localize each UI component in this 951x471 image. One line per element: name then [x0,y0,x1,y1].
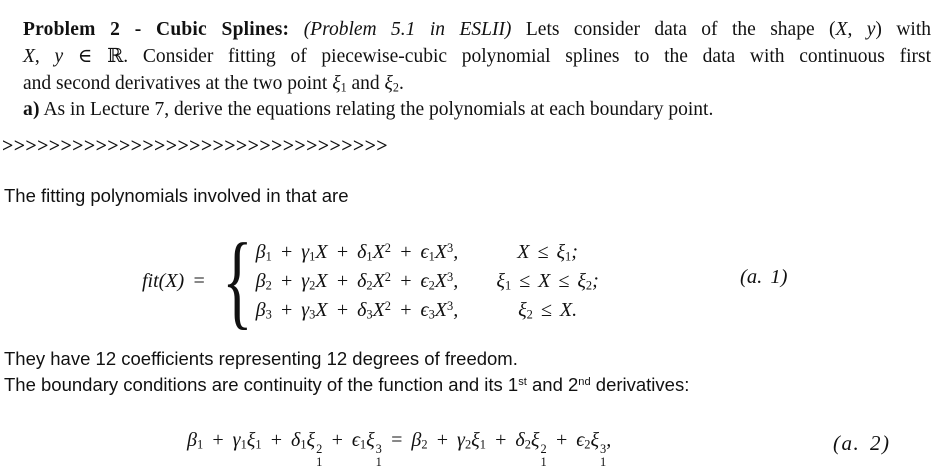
problem-line-2: X, y ∈ ℝ. Consider fitting of piecewise-cubic polynomial splines to the data with continuous first [23,45,931,67]
problem-line-1 [23,17,931,44]
case-3-condition: $\xi_2 \le X$. [518,298,578,322]
dof-line: They have 12 coefficients representing 12 degrees of freedom. [4,348,518,369]
case-3-polynomial: $\beta_3 + \gamma_3X + \delta_3X^2 + \epsilon_3X^3$, [255,298,459,322]
problem-part-a [23,97,931,124]
problem-line-3: and second derivatives at the two point $\xi_1$ and $\xi_2$. [23,72,404,95]
equation-a1-label: (a. 1) [740,266,788,288]
problem-title: Problem 2 - Cubic Splines: [23,19,290,40]
equation-a2: $\beta_1 + \gamma_1\xi_1 + \delta_1\xi$ 2 1 + $\epsilon_1\xi$ 3 1 = $\beta_2 + \gamma_2\xi_1 + \delta_2\xi$ 2 1 + $\epsilon_2\xi$ 3 1 , [187,429,612,469]
part-a-text: As in Lecture 7, derive the equations relating the polynomials at each boundary point. [43,99,714,121]
equation-a1-cases [256,238,612,325]
boundary-conditions-line: The boundary conditions are continuity of the function and its 1st and 2nd derivatives: [4,374,690,396]
answer-intro: The fitting polynomials involved in that are [4,185,349,206]
problem-source: (Problem 5.1 in ESLII) [303,19,512,40]
case-2-polynomial: $\beta_2 + \gamma_2X + \delta_2X^2 + \epsilon_2X^3$, [255,269,459,293]
equation-a2-label: (a. 2) [833,431,891,455]
cases-brace: { [221,222,253,339]
case-1-condition: $X \le \xi_1$; [517,240,578,264]
case-1-polynomial: $\beta_1 + \gamma_1X + \delta_1X^2 + \epsilon_1X^3$, [255,240,459,264]
problem-line-1-text: Lets consider data of the shape (X, y) with [525,19,932,40]
equation-a1-lhs: fit(X) = [142,269,206,292]
case-2-condition: $\xi_1 \le X \le \xi_2$; [496,269,599,293]
answer-discussion [4,346,689,399]
part-a-label: a) [23,99,40,121]
separator-arrows: >>>>>>>>>>>>>>>>>>>>>>>>>>>>>>>>> [2,135,388,157]
equation-a1 [142,222,612,339]
problem-statement [23,17,931,124]
